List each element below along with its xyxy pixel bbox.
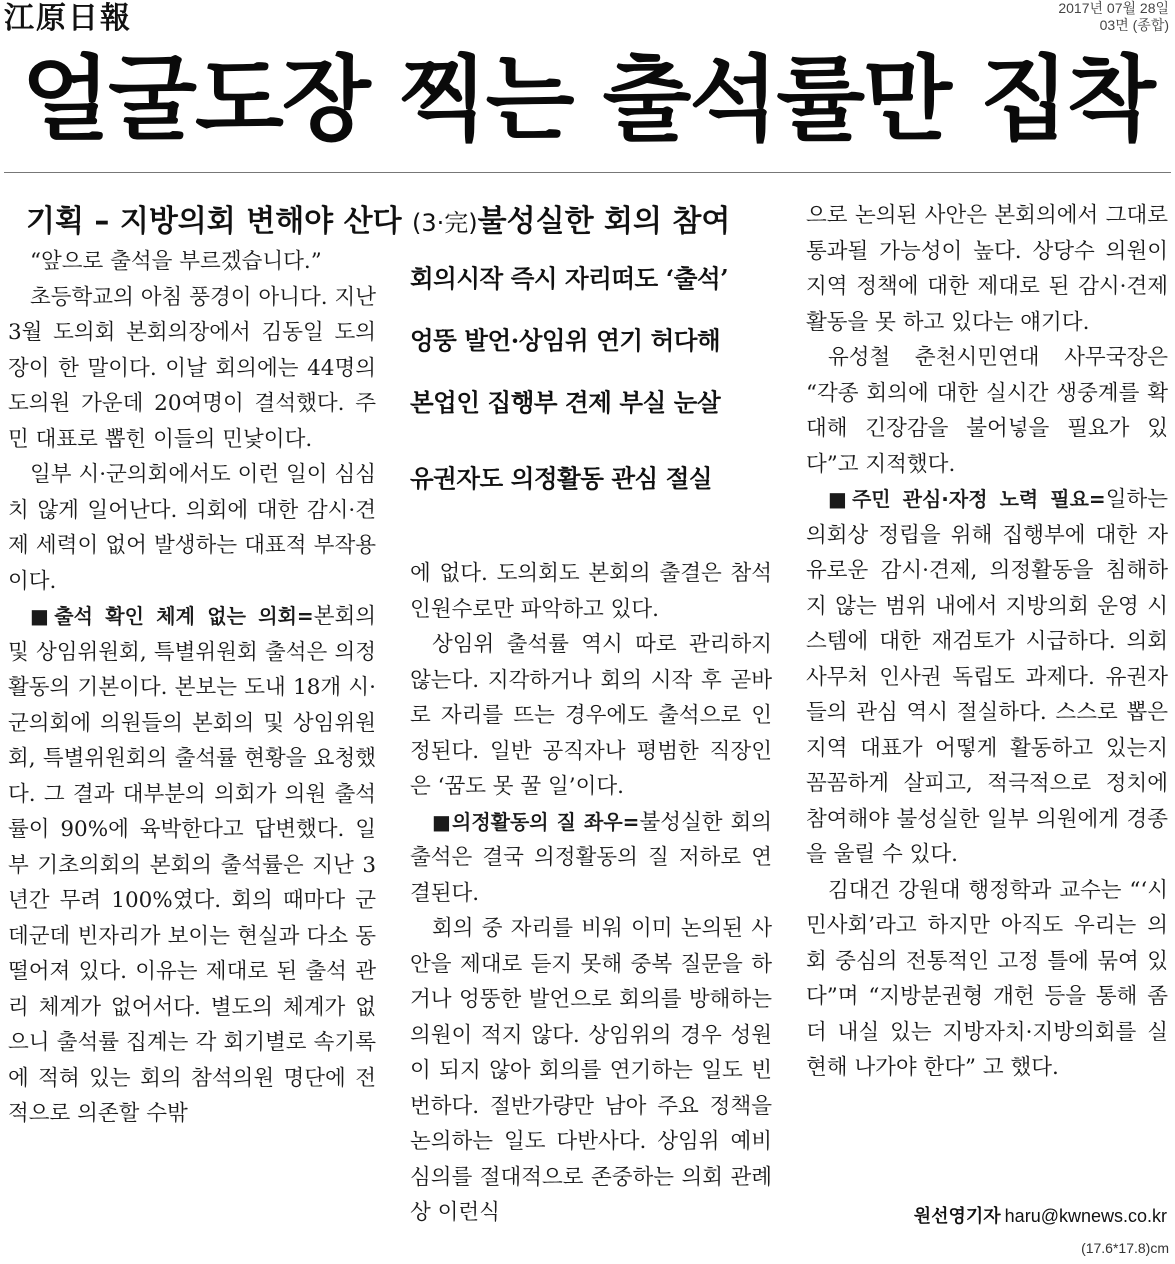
section-heading: ■출석 확인 체계 없는 의회=: [30, 604, 314, 628]
section-heading: ■주민 관심·자정 노력 필요=: [828, 487, 1106, 511]
deck-headline: 본업인 집행부 견제 부실 눈살: [410, 388, 721, 417]
deck-headline: 회의시작 즉시 자리떠도 ‘출석’: [410, 264, 729, 293]
headline: 얼굴도장 찍는 출석률만 집착: [21, 46, 1154, 153]
publish-date: 2017년 07월 28일: [1058, 0, 1169, 16]
paragraph: 초등학교의 아침 풍경이 아니다. 지난 3월 도의회 본회의장에서 김동일 도의장이 한 말이다. 이날 회의에는 44명의 도의원 가운데 20여명이 결석했다. 주민 대표로 뽑힌 이들의 민낯이다.: [8, 284, 376, 452]
paragraph: 회의 중 자리를 비워 이미 논의된 사안을 제대로 듣지 못해 중복 질문을 하거나 엉뚱한 발언으로 회의를 방해하는 의원이 적지 않다. 상임위의 경우 성원이 되지 않아 회의를 연기하는 일도 빈번하다. 절반가량만 남아 주요 정책을 논의하는 일도 다반사다. 상임위 예비심의를 절대적으로 존중하는 의회 관례상 이런식: [410, 916, 772, 1225]
byline: [914, 1204, 1167, 1229]
reporter-name: 원선영기자: [913, 1206, 1001, 1227]
section-body: 일하는 의회상 정립을 위해 집행부에 대한 자유로운 감시·견제, 의정활동을 침해하지 않는 범위 내에서 지방의회 운영 시스템에 대한 재검토가 시급하다. 의회 사무처 인사권 독립도 과제다. 유권자들의 관심 역시 절실하다. 스스로 뽑은 지역 대표가 어떻게 활동하고 있는지 꼼꼼하게 살피고, 적극적으로 정치에 참여해야 불성실한 일부 의원에게 경종을 울릴 수 있다.: [806, 487, 1168, 867]
deck-headlines: [410, 248, 775, 510]
deck-headline: 유권자도 의정활동 관심 절실: [410, 464, 713, 493]
paragraph: 김대건 강원대 행정학과 교수는 “‘시민사회’라고 하지만 아직도 우리는 의회 중심의 전통적인 고정 틀에 묶여 있다”며 “지방분권형 개헌 등을 통해 좀 더 내실 있는 지방자치·지방의회를 실현해 나가야 한다” 고 했다.: [806, 877, 1168, 1080]
section-paragraph: [806, 482, 1168, 873]
section-body: 본회의 및 상임위원회, 특별위원회 출석은 의정활동의 기본이다. 본보는 도내 18개 시·군의회에 의원들의 본회의 및 상임위원회, 특별위원회의 출석률 현황을 요청했다. 그 결과 대부분의 의회가 의원 출석률이 90%에 육박한다고 답변했다. 일부 기초의회의 본회의 출석률은 지난 3년간 무려 100%였다. 회의 때마다 군데군데 빈자리가 보이는 현실과 다소 동떨어져 있다. 이유는 제대로 된 출석 관리 체계가 없어서다. 별도의 체계가 없으니 출석률 집계는 각 회기별로 속기록에 적혀 있는 회의 참석의원 명단에 전적으로 의존할 수밖: [8, 604, 376, 1126]
section-body: 불성실한 회의 출석은 결국 의정활동의 질 저하로 연결된다.: [410, 809, 773, 906]
paragraph: 으로 논의된 사안은 본회의에서 그대로 통과될 가능성이 높다. 상당수 의원이 지역 정책에 대한 제대로 된 감시·견제활동을 못 하고 있다는 얘기다.: [806, 203, 1168, 335]
paragraph: 일부 시·군의회에서도 이런 일이 심심치 않게 일어난다. 의회에 대한 감시·견제 세력이 없어 발생하는 대표적 부작용이다.: [8, 462, 376, 594]
paragraph: “앞으로 출석을 부르겠습니다.”: [30, 249, 322, 274]
article-topic: 불성실한 회의 참여: [477, 204, 731, 239]
series-number: (3·完): [412, 209, 478, 237]
dateline: [1058, 0, 1169, 34]
article-column-1: [8, 244, 376, 1132]
article-column-3: [806, 198, 1168, 1086]
paragraph: 상임위 출석률 역시 따로 관리하지 않는다. 지각하거나 회의 시작 후 곧바로 자리를 뜨는 경우에도 출석으로 인정된다. 일반 공직자나 평범한 직장인은 ‘꿈도 못 꿀 일’이다.: [410, 632, 772, 799]
section-heading: ■의정활동의 질 좌우=: [432, 809, 640, 834]
masthead-logo: 江原日報: [4, 1, 132, 36]
article-size-note: (17.6*17.8)cm: [1081, 1240, 1169, 1256]
header-divider: [4, 172, 1171, 173]
series-label: 기획 – 지방의회 변해야 산다: [26, 204, 402, 239]
article-column-2: [410, 556, 772, 1231]
paragraph: 유성철 춘천시민연대 사무국장은 “각종 회의에 대한 실시간 생중계를 확대해 긴장감을 불어넣을 필요가 있다”고 지적했다.: [806, 345, 1168, 477]
paragraph: 에 없다. 도의회도 본회의 출결은 참석 인원수로만 파악하고 있다.: [410, 561, 772, 622]
reporter-email: haru@kwnews.co.kr: [1004, 1206, 1167, 1226]
section-paragraph: [410, 805, 772, 912]
page-section: 03면 (종합): [1099, 17, 1169, 33]
subtitle: [26, 200, 806, 245]
deck-headline: 엉뚱 발언·상임위 연기 허다해: [410, 326, 721, 355]
section-paragraph: [8, 599, 376, 1132]
